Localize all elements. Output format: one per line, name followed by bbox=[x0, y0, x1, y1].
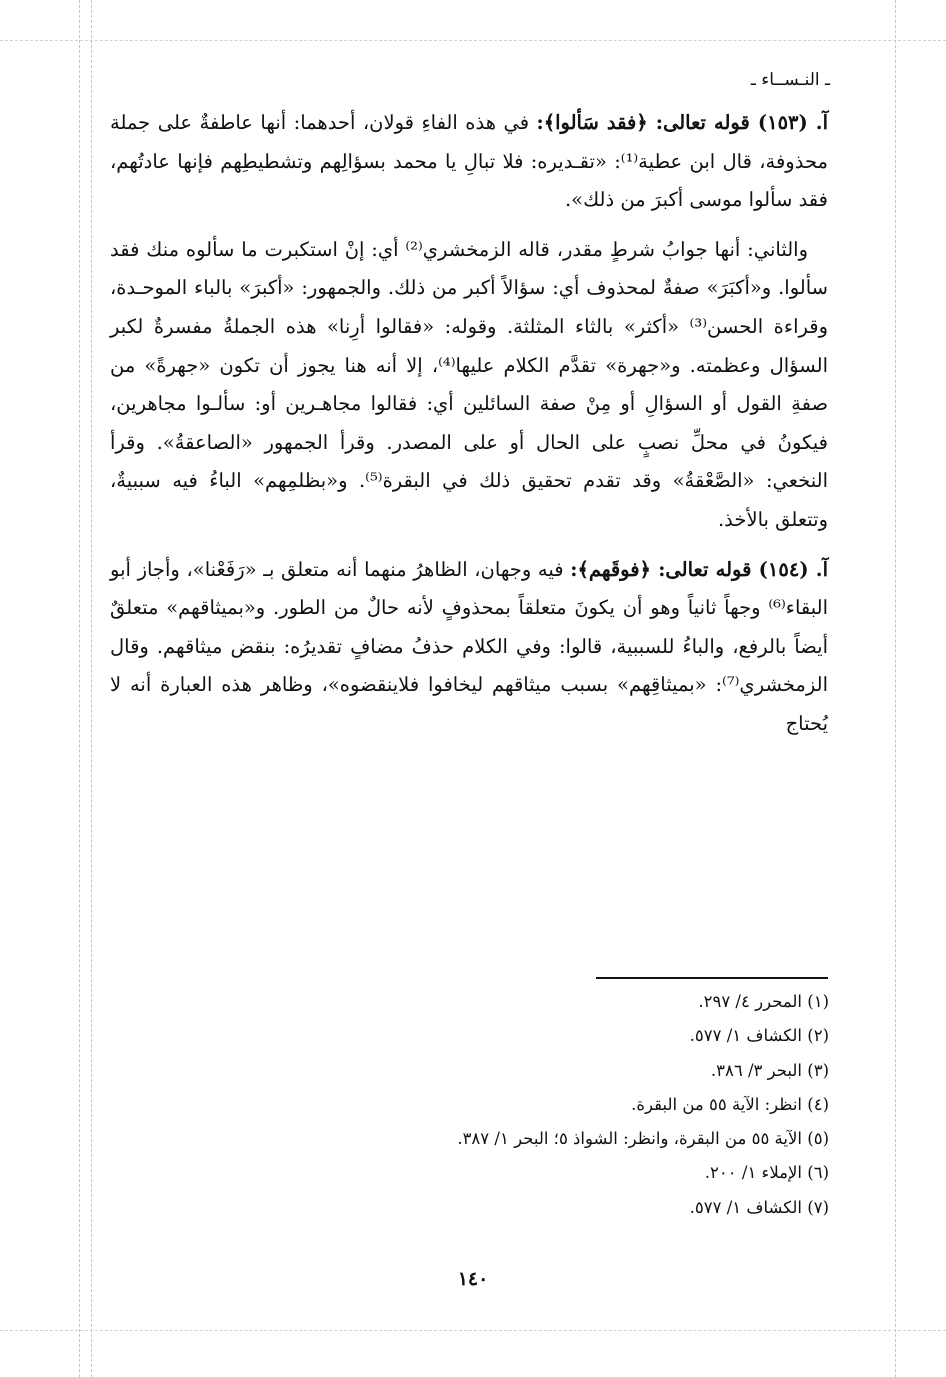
footnote-item: (٣) البحر ٣/ ٣٨٦. bbox=[710, 1060, 829, 1080]
page-number: ١٤٠ bbox=[457, 1268, 489, 1290]
footnote-item: (٤) انظر: الآية ٥٥ من البقرة. bbox=[631, 1094, 829, 1114]
footnote-item: (٥) الآية ٥٥ من البقرة، وانظر: الشواذ ٥؛ البحر ١/ ٣٨٧. bbox=[457, 1129, 829, 1149]
paragraph-second-opinion bbox=[110, 231, 828, 540]
guide-line-bottom bbox=[0, 1330, 946, 1331]
footnote-item: (٧) الكشاف ١/ ٥٧٧. bbox=[689, 1197, 829, 1217]
verse-heading-153: آ. (١٥٣) قوله تعالى: ﴿فقد سَألوا﴾: bbox=[536, 111, 829, 134]
running-header: ـ النـســاء ـ bbox=[750, 70, 830, 90]
guide-line-left-inner bbox=[91, 0, 92, 1377]
paragraph-text-2: والثاني: أنها جوابُ شرطٍ مقدر، قاله الزمخشري⁽²⁾ أي: إنْ استكبرت ما سألوه منك فقد سألوا. و«أكبَرَ» صفةٌ لمحذوف أي: سؤالاً أكبر من ذلك. والجمهور: «أكبرَ» بالباء الموحـدة، وقراءة الحسن⁽³⁾ «أكثر» بالثاء المثلثة. وقوله: «فقالوا أرِنا» هذه الجملةُ مفسرةٌ لكبر السؤال وعظمته. و«جهرة» تقدَّم الكلام عليها⁽⁴⁾، إلا أنه هنا يجوز أن تكون «جهرةً» من صفةِ القول أو السؤالِ أو مِنْ صفة السائلين أي: فقالوا مجاهـرين أو: سألـوا مجاهرين، فيكونُ في محلِّ نصبٍ على الحال أو على المصدر. وقرأ الجمهور «الصاعقةُ». وقرأ النخعي: «الصَّعْقةُ» وقد تقدم تحقيق ذلك في البقرة⁽⁵⁾. و«بظلمِهم» الباءُ فيه سببيةٌ، وتتعلق بالأخذ. bbox=[110, 237, 828, 531]
paragraph-verse-153 bbox=[110, 104, 828, 220]
verse-heading-154: آ. (١٥٤) قوله تعالى: ﴿فوقَهم﴾: bbox=[570, 557, 829, 581]
paragraph-verse-154 bbox=[110, 551, 828, 744]
footnotes-list bbox=[457, 985, 829, 1225]
paragraph-text-3: فيه وجهان، الظاهرُ منهما أنه متعلق بـ «رَفَعْنا»، وأجاز أبو البقاء⁽⁶⁾ وجهاً ثانياً وهو أن يكونَ متعلقاً بمحذوفٍ لأنه حالٌ من الطور. و«بميثاقهم» متعلقٌ أيضاً بالرفع، والباءُ للسببية، قالوا: وفي الكلام حذفُ مضافٍ تقديرُه: بنقض ميثاقهم. وقال الزمخشري⁽⁷⁾: «بميثاقِهم» بسبب ميثاقهم ليخافوا فلاينقضوه»، وظاهر هذه العبارة أنه لا يُحتاج bbox=[110, 557, 828, 735]
guide-line-top bbox=[0, 40, 946, 41]
footnote-item: (٦) الإملاء ١/ ٢٠٠. bbox=[704, 1163, 829, 1183]
guide-line-left bbox=[79, 0, 80, 1377]
guide-line-right bbox=[895, 0, 896, 1377]
main-text bbox=[110, 104, 828, 744]
footnote-item: (١) المحرر ٤/ ٢٩٧. bbox=[698, 992, 829, 1011]
footnote-separator bbox=[596, 977, 828, 979]
footnote-item: (٢) الكشاف ١/ ٥٧٧. bbox=[689, 1026, 829, 1046]
paragraph-text-1: في هذه الفاءِ قولان، أحدهما: أنها عاطفةٌ على جملة محذوفة، قال ابن عطية⁽¹⁾: «تقـديره: فلا تبالِ يا محمد بسؤالِهم وتشطيطِهم فإنها عادتُهم، فقد سألوا موسى أكبرَ من ذلك». bbox=[110, 111, 828, 212]
